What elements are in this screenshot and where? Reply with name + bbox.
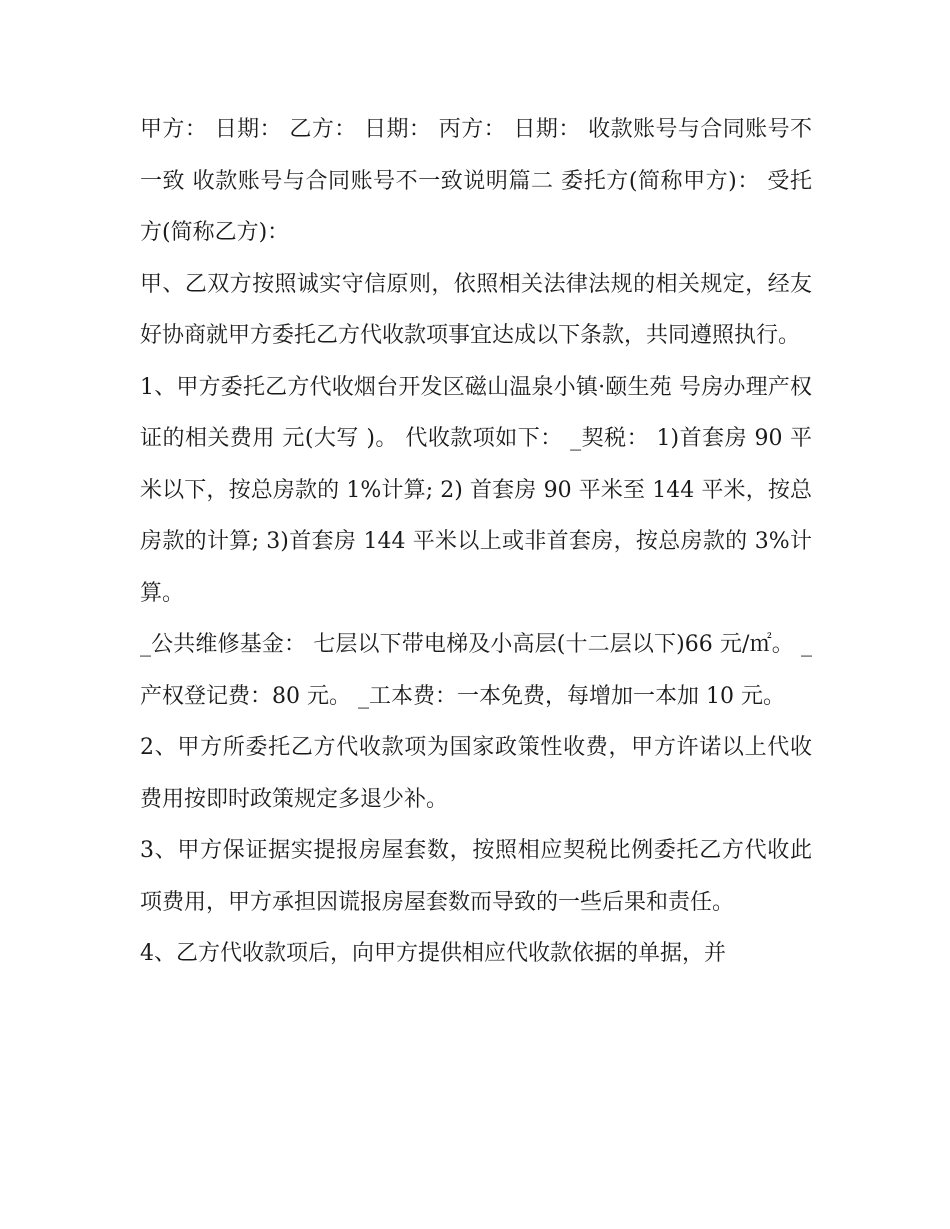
paragraph-clause-1-fees: _公共维修基金： 七层以下带电梯及小高层(十二层以下)66 元/㎡。 _产权登记费：80 元。 _工本费：一本免费，每增加一本加 10 元。 xyxy=(140,632,812,709)
document-body xyxy=(140,104,812,980)
paragraph-clause-2: 2、甲方所委托乙方代收款项为国家政策性收费，甲方许诺以上代收费用按即时政策规定多退少补。 xyxy=(140,735,812,812)
paragraph-preamble: 甲、乙双方按照诚实守信原则，依照相关法律法规的相关规定，经友好协商就甲方委托乙方代收款项事宜达成以下条款，共同遵照执行。 xyxy=(140,271,812,348)
paragraph-signature-block: 甲方： 日期： 乙方： 日期： 丙方： 日期： 收款账号与合同账号不一致 收款账号与合同账号不一致说明篇二 委托方(简称甲方)： 受托方(简称乙方)： xyxy=(140,117,812,245)
paragraph-clause-1: 1、甲方委托乙方代收烟台开发区磁山温泉小镇·颐生苑 号房办理产权证的相关费用 元(大写 )。 代收款项如下： _契税： 1)首套房 90 平米以下，按总房款的 1%计算; 2) 首套房 90 平米至 144 平米，按总房款的计算; 3)首套房 144 平米以上或非首套房，按总房款的 3%计算。 xyxy=(140,374,812,606)
paragraph-clause-3: 3、甲方保证据实提报房屋套数，按照相应契税比例委托乙方代收此项费用，甲方承担因谎报房屋套数而导致的一些后果和责任。 xyxy=(140,838,812,915)
paragraph-clause-4: 4、乙方代收款项后，向甲方提供相应代收款依据的单据，并 xyxy=(140,941,726,966)
